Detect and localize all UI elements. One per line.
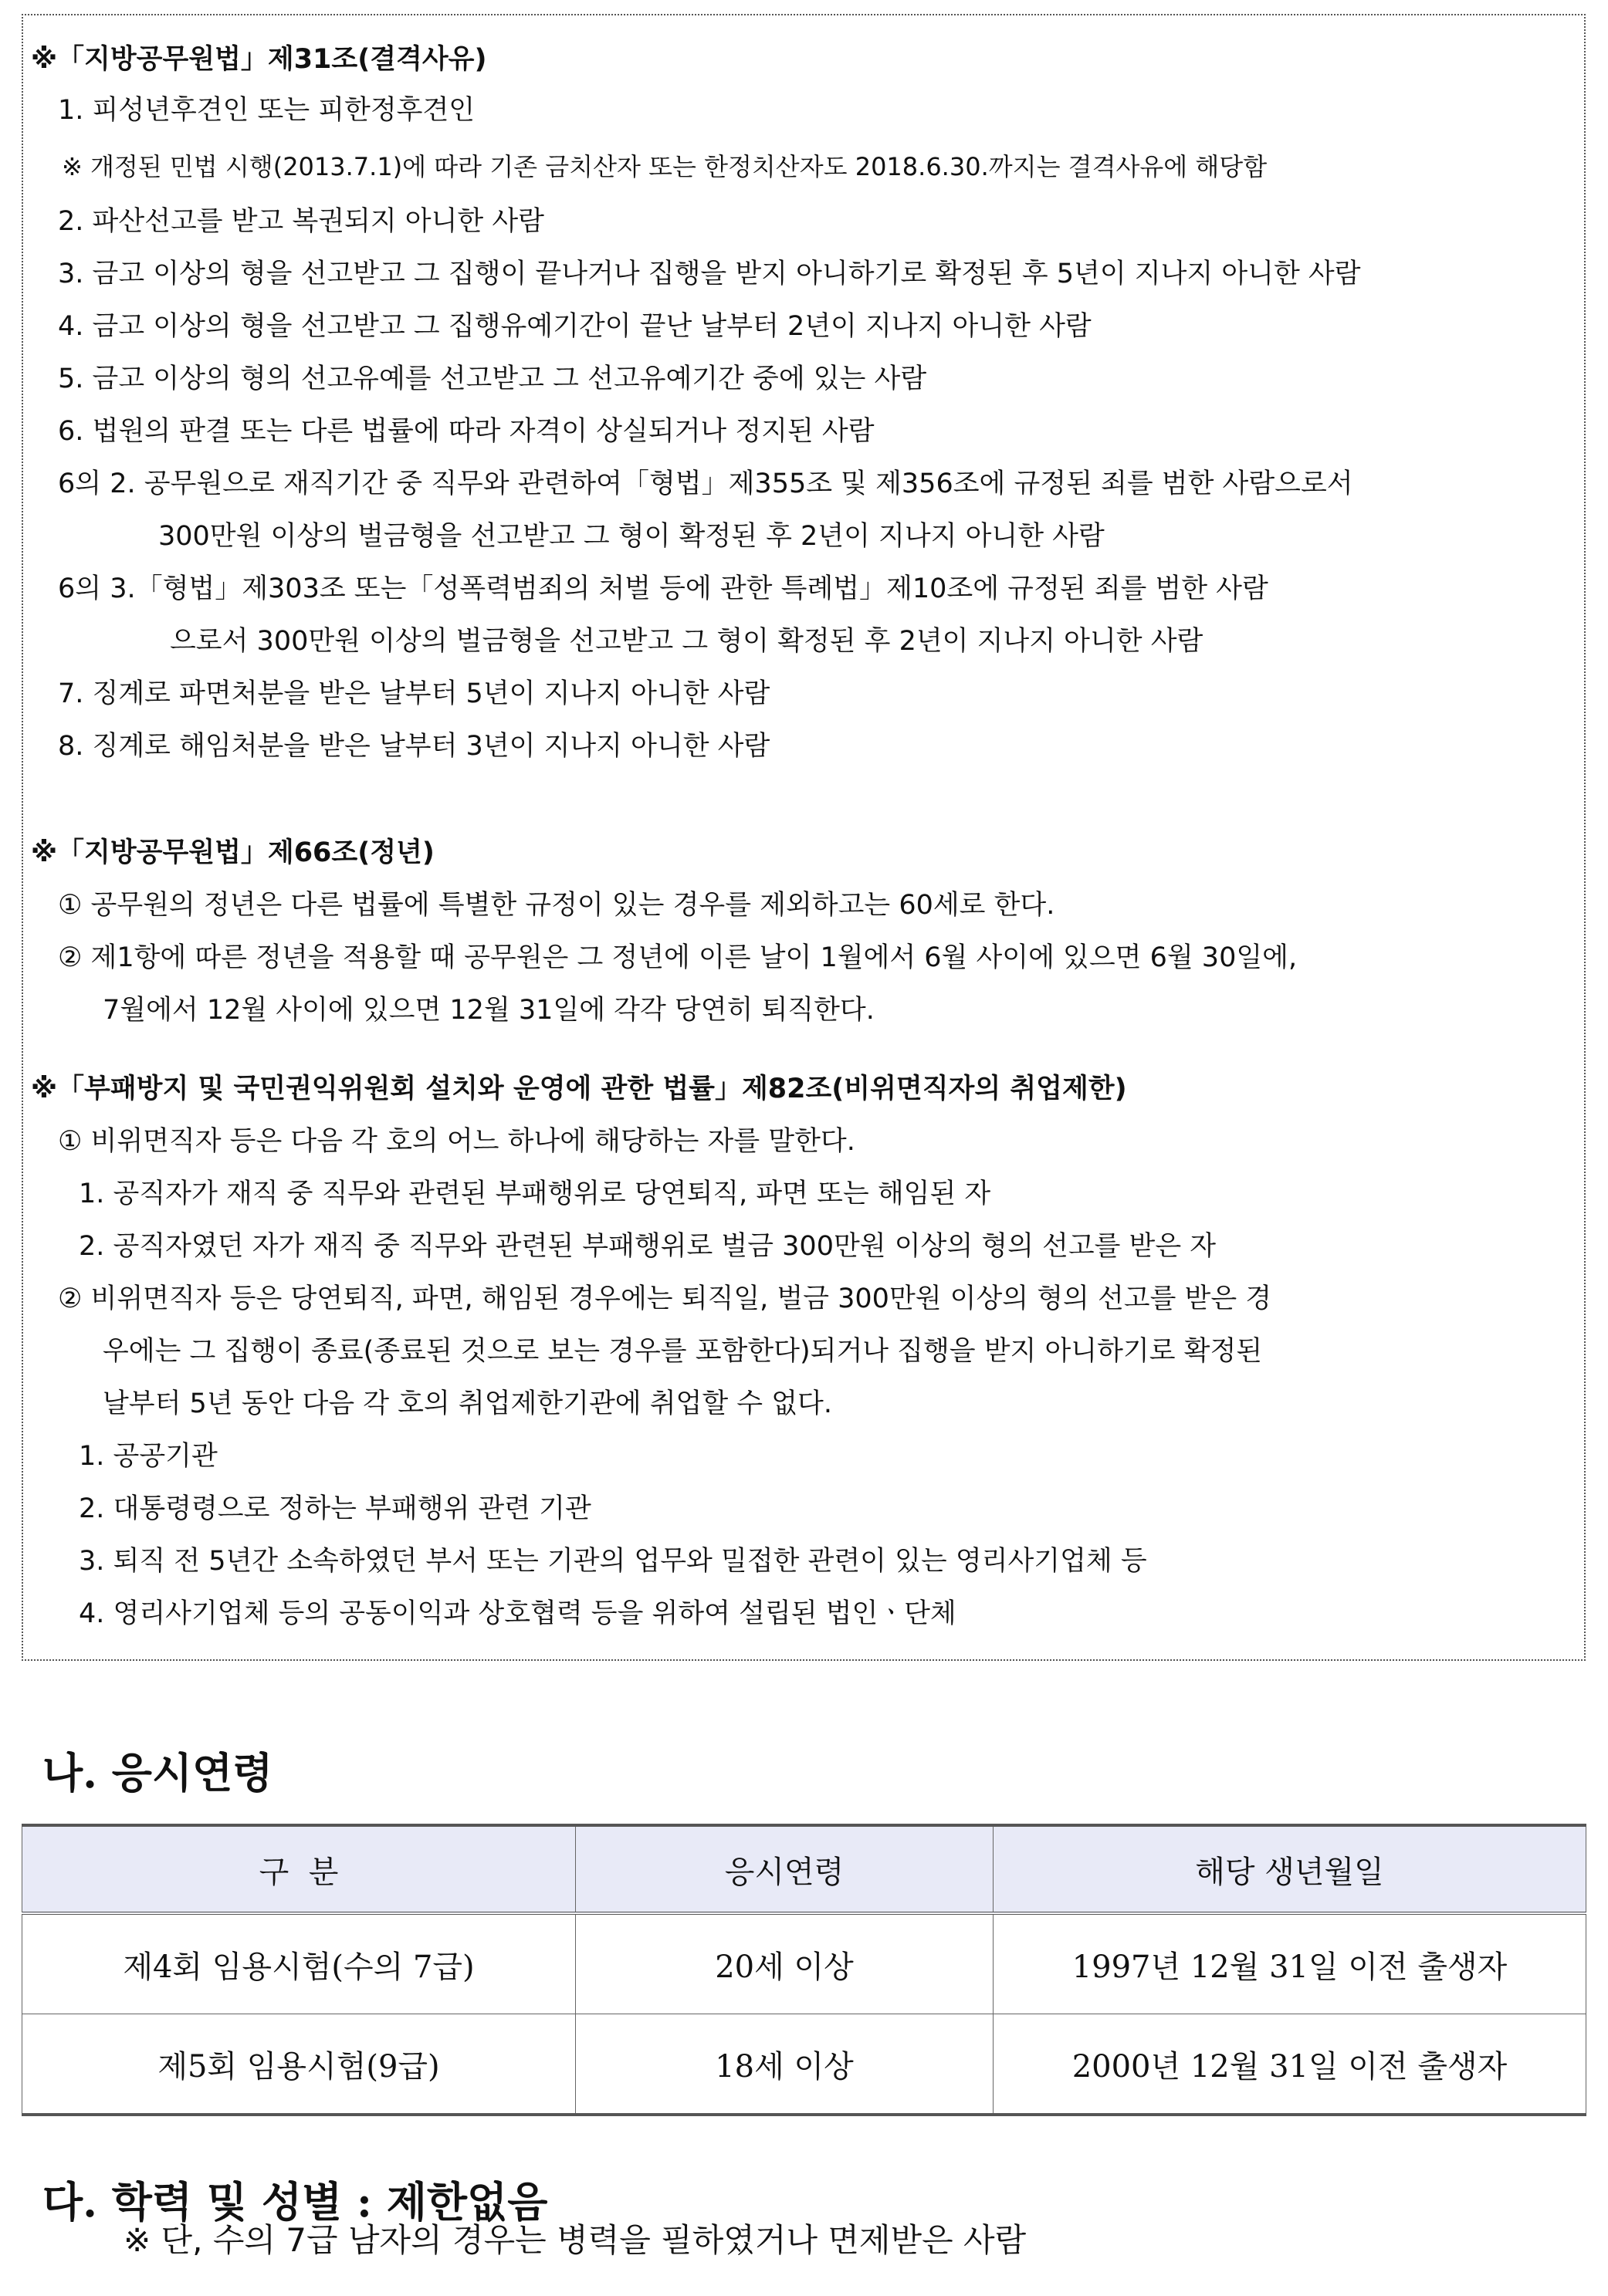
list-item: 6의 3.「형법」제303조 또는「성폭력범죄의 처벌 등에 관한 특례법」제10조에 규정된 죄를 범한 사람	[58, 573, 1268, 604]
table-row	[22, 1913, 1586, 2014]
table-header-row	[22, 1825, 1586, 1913]
list-item: ② 비위면직자 등은 당연퇴직, 파면, 해임된 경우에는 퇴직일, 벌금 300만원 이상의 형의 선고를 받은 경	[58, 1283, 1272, 1314]
table-row	[22, 2014, 1586, 2115]
list-item: 1. 공직자가 재직 중 직무와 관련된 부패행위로 당연퇴직, 파면 또는 해임된 자	[79, 1178, 991, 1209]
list-item-continued: 우에는 그 집행이 종료(종료된 것으로 보는 경우를 포함한다)되거나 집행을 받지 아니하기로 확정된	[103, 1336, 1263, 1367]
list-item-continued: 7월에서 12월 사이에 있으면 12월 31일에 각각 당연히 퇴직한다.	[103, 995, 875, 1026]
header-age: 응시연령	[576, 1825, 994, 1913]
cell-age: 18세 이상	[576, 2014, 994, 2115]
list-item: 3. 금고 이상의 형을 선고받고 그 집행이 끝나거나 집행을 받지 아니하기로 확정된 후 5년이 지나지 아니한 사람	[58, 259, 1361, 289]
list-item: 6의 2. 공무원으로 재직기간 중 직무와 관련하여「형법」제355조 및 제356조에 규정된 죄를 범한 사람으로서	[58, 468, 1353, 499]
article31-heading: ※「지방공무원법」제31조(결격사유)	[31, 44, 487, 75]
section-edu-note: ※ 단, 수의 7급 남자의 경우는 병력을 필하였거나 면제받은 사람	[124, 2221, 1027, 2259]
list-item: 2. 대통령령으로 정하는 부패행위 관련 기관	[79, 1493, 591, 1524]
article66-heading: ※「지방공무원법」제66조(정년)	[31, 837, 435, 868]
article82-heading: ※「부패방지 및 국민권익위원회 설치와 운영에 관한 법률」제82조(비위면직자의 취업제한)	[31, 1074, 1127, 1104]
list-item: 8. 징계로 해임처분을 받은 날부터 3년이 지나지 아니한 사람	[58, 731, 770, 762]
list-item: 3. 퇴직 전 5년간 소속하였던 부서 또는 기관의 업무와 밀접한 관련이 있는 영리사기업체 등	[79, 1546, 1147, 1577]
list-item: 1. 피성년후견인 또는 피한정후견인	[58, 95, 476, 126]
list-item-note: ※ 개정된 민법 시행(2013.7.1)에 따라 기존 금치산자 또는 한정치산자도 2018.6.30.까지는 결격사유에 해당함	[62, 152, 1268, 181]
list-item: 4. 금고 이상의 형을 선고받고 그 집행유예기간이 끝난 날부터 2년이 지나지 아니한 사람	[58, 311, 1092, 342]
list-item: 1. 공공기관	[79, 1441, 218, 1472]
header-category: 구 분	[22, 1825, 576, 1913]
section-edu-title: 다. 학력 및 성별 : 제한없음	[42, 2177, 548, 2227]
cell-birthdate: 1997년 12월 31일 이전 출생자	[994, 1913, 1586, 2014]
list-item-continued: 날부터 5년 동안 다음 각 호의 취업제한기관에 취업할 수 없다.	[103, 1388, 832, 1419]
cell-birthdate: 2000년 12월 31일 이전 출생자	[994, 2014, 1586, 2115]
list-item: 4. 영리사기업체 등의 공동이익과 상호협력 등을 위하여 설립된 법인ㆍ단체	[79, 1598, 956, 1629]
cell-exam: 제5회 임용시험(9급)	[22, 2014, 576, 2115]
list-item: 5. 금고 이상의 형의 선고유예를 선고받고 그 선고유예기간 중에 있는 사람	[58, 364, 927, 394]
list-item: ② 제1항에 따른 정년을 적용할 때 공무원은 그 정년에 이른 날이 1월에서 6월 사이에 있으면 6월 30일에,	[58, 942, 1298, 973]
age-table	[22, 1824, 1586, 2116]
cell-age: 20세 이상	[576, 1913, 994, 2014]
list-item: ① 공무원의 정년은 다른 법률에 특별한 규정이 있는 경우를 제외하고는 60세로 한다.	[58, 890, 1055, 921]
list-item: 6. 법원의 판결 또는 다른 법률에 따라 자격이 상실되거나 정지된 사람	[58, 416, 875, 447]
legal-notes-box	[22, 14, 1586, 1661]
list-item: 2. 파산선고를 받고 복권되지 아니한 사람	[58, 206, 544, 237]
section-age-title: 나. 응시연령	[42, 1748, 273, 1797]
list-item-continued: 300만원 이상의 벌금형을 선고받고 그 형이 확정된 후 2년이 지나지 아니한 사람	[158, 521, 1105, 552]
list-item: 7. 징계로 파면처분을 받은 날부터 5년이 지나지 아니한 사람	[58, 678, 770, 709]
list-item: 2. 공직자였던 자가 재직 중 직무와 관련된 부패행위로 벌금 300만원 이상의 형의 선고를 받은 자	[79, 1231, 1217, 1262]
list-item: ① 비위면직자 등은 다음 각 호의 어느 하나에 해당하는 자를 말한다.	[58, 1126, 855, 1157]
cell-exam: 제4회 임용시험(수의 7급)	[22, 1913, 576, 2014]
list-item-continued: 으로서 300만원 이상의 벌금형을 선고받고 그 형이 확정된 후 2년이 지나지 아니한 사람	[170, 626, 1203, 657]
header-birthdate: 해당 생년월일	[994, 1825, 1586, 1913]
